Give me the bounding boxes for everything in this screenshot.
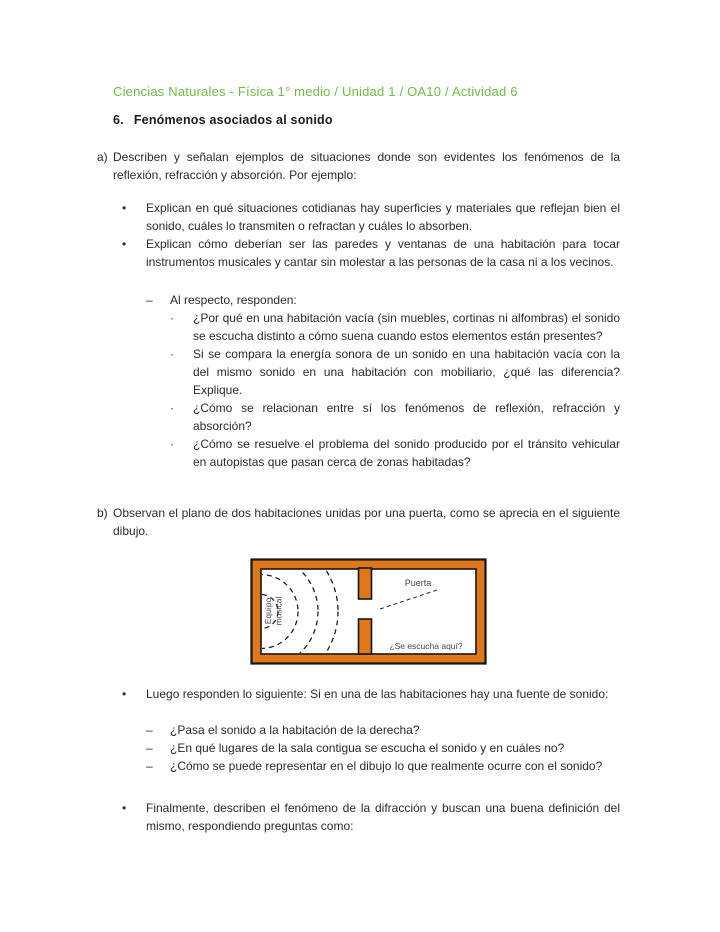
- list-item: [146, 721, 620, 739]
- bullet-list-a: [122, 199, 620, 271]
- list-item: [122, 199, 620, 235]
- question-text: ¿Por qué en una habitación vacía (sin muebles, cortinas ni alfombras) el sonido se escucha distinto a cómo suena cuando estos elementos están presentes?: [193, 311, 620, 343]
- question-text: ¿En qué lugares de la sala contigua se escucha el sonido y en cuáles no?: [170, 741, 565, 755]
- dividing-wall-bottom: [359, 619, 372, 654]
- sound-source-label-line2: musical: [273, 596, 284, 626]
- sound-source-label-line1: Equipo: [263, 597, 273, 625]
- paragraph-a: [97, 148, 620, 184]
- dot-icon: ·: [170, 401, 174, 415]
- page-title: [113, 113, 333, 127]
- bullet-text: Explican cómo deberían ser las paredes y ventanas de una habitación para tocar instrumentos musicales y cantar sin molestar a las personas de la casa ni a los vecinos.: [146, 237, 620, 269]
- question-text: ¿Cómo se puede representar en el dibujo lo que realmente ocurre con el sonido?: [170, 759, 603, 773]
- list-item: [122, 235, 620, 271]
- listening-question-label: ¿Se escucha aquí?: [389, 641, 463, 651]
- section-number: 6.: [113, 113, 124, 127]
- question-text: ¿Cómo se resuelve el problema del sonido producido por el tránsito vehicular en autopistas que pasan cerca de zonas habitadas?: [193, 437, 620, 469]
- list-item: [146, 739, 620, 757]
- question-list-a: [170, 309, 620, 471]
- dash-icon: –: [146, 723, 153, 737]
- list-item: [122, 799, 620, 835]
- list-item: [122, 685, 620, 703]
- bullet-icon: •: [122, 237, 127, 251]
- list-item: [170, 345, 620, 399]
- list-item: [170, 309, 620, 345]
- luego-text: Luego responden lo siguiente: Si en una de las habitaciones hay una fuente de sonido:: [146, 687, 609, 701]
- question-text: ¿Cómo se relacionan entre sí los fenómenos de reflexión, refracción y absorción?: [193, 401, 620, 433]
- list-item: [170, 435, 620, 471]
- dot-icon: ·: [170, 311, 174, 325]
- bullet-icon: •: [122, 801, 127, 815]
- paragraph-a-text: Describen y señalan ejemplos de situaciones donde son evidentes los fenómenos de la reflexión, refracción y absorción. Por ejemplo:: [113, 150, 620, 182]
- room-plan-diagram: [250, 558, 487, 665]
- item-label-a: a): [97, 150, 108, 164]
- list-item: [170, 399, 620, 435]
- section-title-text: Fenómenos asociados al sonido: [133, 113, 333, 127]
- question-list-b: [146, 721, 620, 775]
- responden-intro-text: Al respecto, responden:: [170, 293, 297, 307]
- bullet-icon: •: [122, 201, 127, 215]
- bullet-icon: •: [122, 687, 127, 701]
- bullet-list-luego: [122, 685, 620, 703]
- item-label-b: b): [97, 506, 108, 520]
- dash-icon: –: [146, 293, 153, 307]
- responden-intro: [146, 291, 620, 309]
- bullet-list-finalmente: [122, 799, 620, 835]
- room-plan-figure: [250, 558, 487, 665]
- list-item: [146, 757, 620, 775]
- dash-icon: –: [146, 759, 153, 773]
- dot-icon: ·: [170, 347, 174, 361]
- breadcrumb: Ciencias Naturales - Física 1° medio / Unidad 1 / OA10 / Actividad 6: [113, 84, 518, 99]
- paragraph-b-text: Observan el plano de dos habitaciones unidas por una puerta, como se aprecia en el siguiente dibujo.: [113, 506, 620, 538]
- dash-icon: –: [146, 741, 153, 755]
- question-text: ¿Pasa el sonido a la habitación de la derecha?: [170, 723, 420, 737]
- dividing-wall-top: [359, 568, 372, 599]
- door-label: Puerta: [404, 578, 432, 588]
- question-text: Si se compara la energía sonora de un sonido en una habitación vacía con la del mismo sonido en una habitación con mobiliario, ¿qué las diferencia? Explique.: [193, 347, 620, 397]
- bullet-text: Explican en qué situaciones cotidianas hay superficies y materiales que reflejan bien el sonido, cuáles lo transmiten o refractan y cuáles lo absorben.: [146, 201, 620, 233]
- dot-icon: ·: [170, 437, 174, 451]
- paragraph-b: [97, 504, 620, 540]
- finalmente-text: Finalmente, describen el fenómeno de la difracción y buscan una buena definición del mismo, respondiendo preguntas como:: [146, 801, 620, 833]
